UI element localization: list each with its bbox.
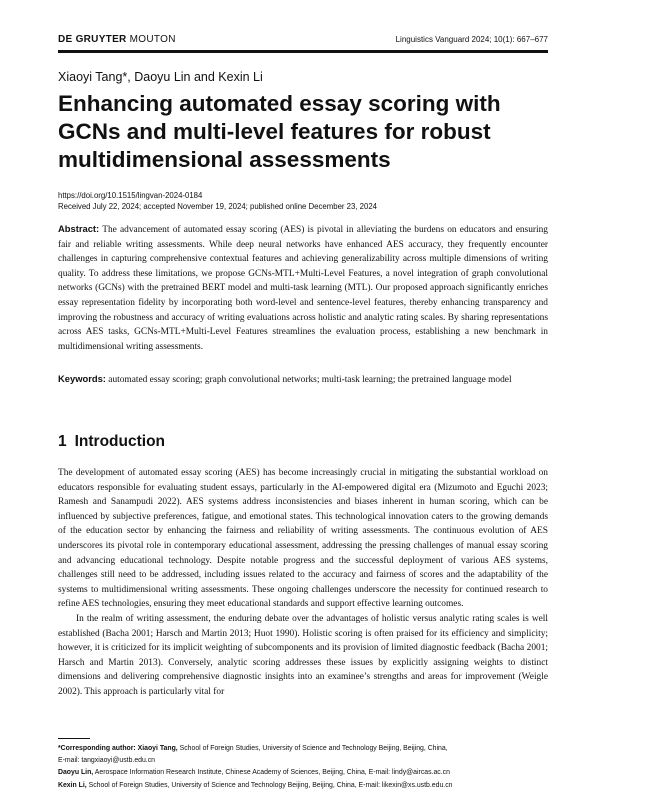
keywords — [58, 372, 548, 388]
article-title: Enhancing automated essay scoring with GCNs and multi-level features for robust multidimensional assessments — [58, 91, 501, 172]
abstract — [58, 222, 548, 354]
author-list: Xiaoyi Tang*, Daoyu Lin and Kexin Li — [58, 70, 263, 84]
author-lin-name: Daoyu Lin, — [58, 769, 94, 777]
article-dates: Received July 22, 2024; accepted November 19, 2024; published online December 23, 2024 — [58, 202, 378, 211]
corresponding-author-email: E-mail: tangxiaoyi@ustb.edu.cn — [58, 757, 156, 765]
footnote-corresponding — [58, 743, 548, 755]
header-rule — [58, 50, 548, 53]
doi-link[interactable]: https://doi.org/10.1515/lingvan-2024-0184 — [58, 191, 203, 200]
section-heading — [58, 433, 165, 451]
author-li-affiliation: School of Foreign Studies, University of Science and Technology Beijing, Beijing, China, E-mail: likexin@xs.ustb.edu.cn — [88, 781, 453, 789]
keywords-text: automated essay scoring; graph convolutional networks; multi-task learning; the pretrained language model — [108, 375, 512, 385]
footnote-rule — [58, 738, 90, 739]
corresponding-author-label: *Corresponding author: Xiaoyi Tang, — [58, 745, 178, 752]
author-footnotes — [58, 743, 548, 792]
publisher-logo — [58, 34, 176, 45]
author-lin-affiliation: Aerospace Information Research Institute, Chinese Academy of Sciences, Beijing, China, E-mail: lindy@aircas.ac.cn — [94, 769, 450, 777]
footnote-lin — [58, 767, 548, 779]
abstract-label: Abstract: — [58, 223, 100, 234]
publisher-name-rest: MOUTON — [129, 34, 176, 45]
journal-citation: Linguistics Vanguard 2024; 10(1): 667–677 — [395, 35, 548, 44]
article-meta — [58, 190, 377, 212]
paragraph: In the realm of writing assessment, the enduring debate over the advantages of holistic versus analytic rating scales is well established (Bacha 2001; Harsch and Martin 2013; Huot 1990). Holistic scoring is often praised for its efficiency and simplicity; however, it is criticized for its implicit weighting of subcomponents and its provision of limited diagnostic feedback (Bacha 2001; Harsch and Martin 2013). Conversely, analytic scoring addresses these issues by explicitly assigning weights to distinct dimensions and delivering comprehensive diagnostic insights into an examinee’s strengths and areas for improvement (Weigle 2002). This approach is particularly vital for — [58, 613, 548, 697]
corresponding-author-affiliation: School of Foreign Studies, University of Science and Technology Beijing, Beijing, China, — [179, 745, 448, 752]
author-li-name: Kexin Li, — [58, 781, 87, 789]
section-number: 1 — [58, 433, 67, 450]
section-title: Introduction — [74, 433, 166, 450]
abstract-text: The advancement of automated essay scoring (AES) is pivotal in alleviating the burdens on educators and ensuring fair and reliable writing assessments. While deep neural networks have enhanced AES accuracy, they frequently encounter challenges in capturing comprehensive contextual features and achieving generalizability across multiple dimensions of writing quality. To address these limitations, we propose GCNs-MTL+Multi-Level Features, a novel integration of graph convolutional networks (GCNs) with the pretrained BERT model and multi-task learning (MTL). Our proposed approach significantly enriches essay representation fidelity by incorporating both word-level and sentence-level features, thereby enhancing transparency and improving the robustness and accuracy of writing evaluations across holistic and analytic rating scales. By sharing representations across AES tasks, GCNs-MTL+Multi-Level Features streamlines the evaluation process, establishing a new benchmark in multidimensional writing assessments. — [58, 225, 548, 352]
running-header — [58, 34, 548, 48]
footnote-li — [58, 780, 548, 792]
publisher-name-bold: DE GRUYTER — [58, 34, 127, 45]
keywords-label: Keywords: — [58, 373, 106, 384]
body-text — [58, 466, 548, 700]
paragraph: The development of automated essay scoring (AES) has become increasingly crucial in mitigating the substantial workload on educators responsible for evaluating student essays, particularly in the AI-empowered digital era (Mizumoto and Eguchi 2023; Ramesh and Sanampudi 2022). AES systems address inconsistencies and biases inherent in human scoring, which can be influenced by subjective preferences, fatigue, and emotional states. This technological innovation caters to the growing demands of the education sector by enhancing the fairness and reliability of writing assessments. The continuous evolution of AES underscores its pivotal role in contemporary educational assessment, addressing the pressing challenges of manual essay scoring and advancing educational technology. Despite notable progress and the successful deployment of various AES systems, challenges still need to be addressed, including issues related to the accuracy and fairness of scores and the adaptability of the systems to multidimensional writing assessments. These ongoing challenges underscore the necessity for continued research to refine AES technologies, ensuring they meet educational standards and support effective learning outcomes. — [58, 468, 548, 610]
